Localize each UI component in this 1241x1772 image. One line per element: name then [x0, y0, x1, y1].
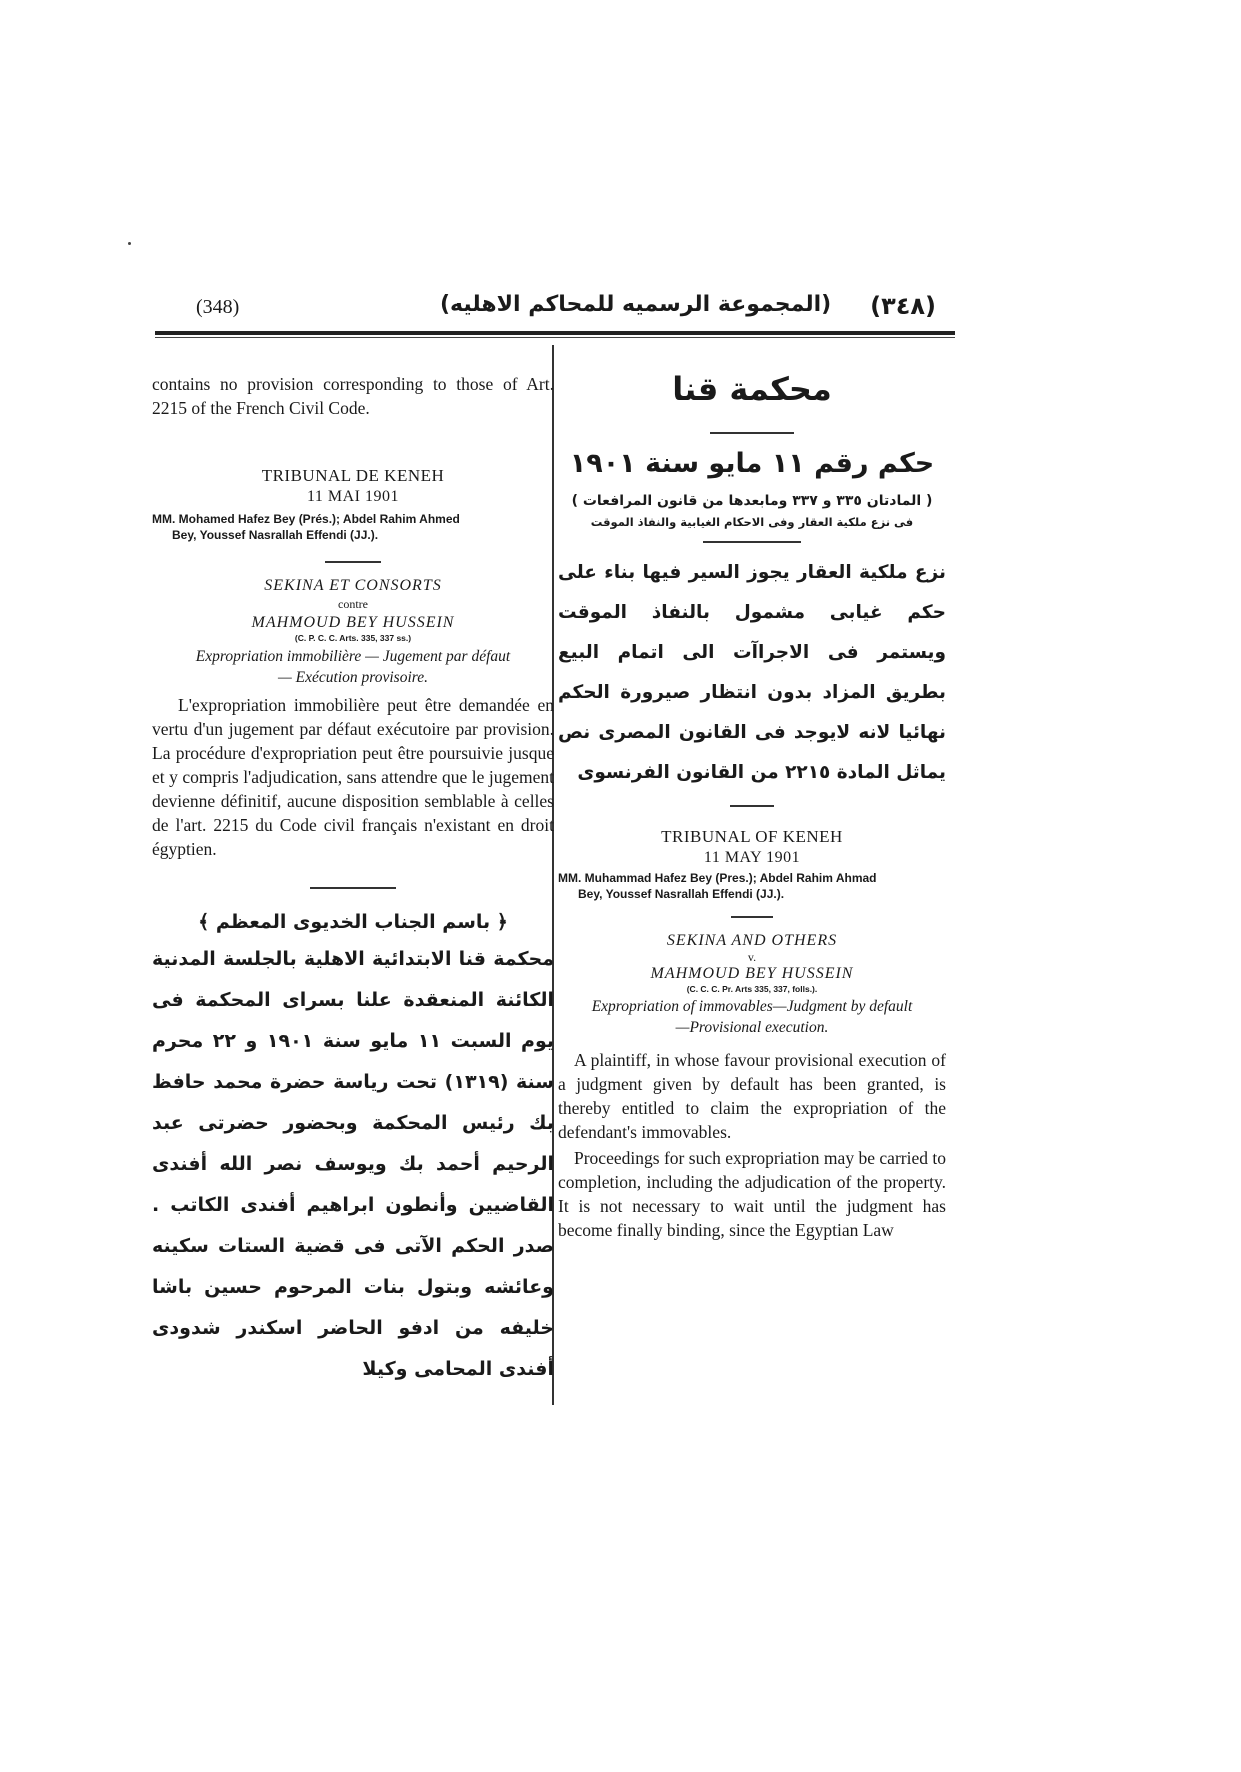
arabic-articles: ( المادتان ٣٣٥ و ٣٣٧ ومابعدها من قانون المرافعات ) [571, 493, 933, 509]
subject-line: — Exécution provisoire. [278, 669, 428, 686]
versus: contre [338, 597, 368, 611]
versus: v. [747, 950, 757, 964]
subject-line: Expropriation immobilière — Jugement par défaut [195, 648, 511, 665]
arabic-topic: فى نزع ملكية العقار وفى الاحكام الغيابية والنفاذ الموقت [590, 515, 914, 529]
summary-paragraph: A plaintiff, in whose favour provisional execution of a judgment given by default has been granted, is thereby entitled to claim the expropriation of the defendant's immovables. [558, 1050, 946, 1142]
plaintiff: SEKINA ET CONSORTS [264, 577, 442, 594]
judges-line: MM. Muhammad Hafez Bey (Pres.); Abdel Rahim Ahmad [558, 871, 877, 885]
header-rule-thin [155, 337, 955, 338]
judgment-date: 11 MAY 1901 [703, 849, 801, 866]
arabic-summary: نزع ملكية العقار يجوز السير فيها بناء على حكم غيابى مشمول بالنفاذ الموقت ويستمر فى الاجراآت الى اتمام البيع بطريق المزاد بدون انتظار صيرورة الحكم نهائيا لانه لايوجد فى القانون المصرى نص يماثل المادة ٢٢١٥ من القانون الفرنسوى [558, 562, 946, 783]
right-column [558, 370, 946, 1242]
continued-text: contains no provision corresponding to those of Art. 2215 of the French Civil Code. [152, 374, 554, 418]
left-column [152, 372, 554, 1390]
plaintiff: SEKINA AND OTHERS [666, 932, 838, 949]
arabic-judgment-number: حكم رقم ١١ مايو سنة ١٩٠١ [569, 448, 935, 479]
summary-paragraph: Proceedings for such expropriation may be carried to completion, including the adjudication of the property. It is not necessary to wait until the judgment has become finally binding, since the Egyptian Law [558, 1148, 946, 1240]
code-reference: (C. P. C. C. Arts. 335, 337 ss.) [294, 633, 412, 643]
page-header [150, 292, 960, 332]
section-divider [730, 805, 774, 807]
arabic-judgment-body: محكمة قنا الابتدائية الاهلية بالجلسة المدنية الكائنة المنعقدة علنا بسراى المحكمة فى يوم السبت ١١ مايو سنة ١٩٠١ و ٢٢ محرم سنة (١٣١٩) تحت رياسة حضرة محمد حافظ بك رئيس المحكمة وبحضور حضرتى عبد الرحيم أحمد بك ويوسف نصر الله أفندى القاضيين وأنطون ابراهيم أفندى الكاتب . صدر الحكم الآتى فى قضية الستات سكينه وعائشه وبتول بنات المرحوم حسين باشا خليفه من ادفو الحاضر اسكندر شدودى أفندى المحامى وكيلا [152, 948, 554, 1380]
judgment-date: 11 MAI 1901 [306, 488, 399, 505]
page-number-latin: (348) [196, 296, 240, 318]
scan-speck [128, 242, 131, 245]
section-divider [710, 432, 794, 434]
defendant: MAHMOUD BEY HUSSEIN [251, 614, 455, 631]
judges-line: Bey, Youssef Nasrallah Effendi (JJ.). [578, 887, 785, 901]
section-divider [325, 561, 381, 563]
subject-line: —Provisional execution. [675, 1019, 829, 1036]
section-divider [703, 541, 801, 543]
defendant: MAHMOUD BEY HUSSEIN [650, 965, 854, 982]
running-title: (المجموعة الرسميه للمحاكم الاهليه) [440, 292, 832, 317]
court-name: TRIBUNAL OF KENEH [661, 827, 843, 846]
judges [152, 511, 554, 543]
judges [558, 870, 946, 902]
arabic-heading: ﴿ باسم الجناب الخديوى المعظم ﴾ [198, 911, 508, 933]
summary: L'expropriation immobilière peut être demandée en vertu d'un jugement par défaut exécutoire par provision. La procédure d'expropriation peut être poursuivie jusque et y compris l'adjudication, sans attendre que le jugement devienne définitif, aucune disposition semblable à celles de l'art. 2215 du Code civil français n'existant en droit égyptien. [152, 695, 554, 859]
arabic-court-name: محكمة قنا [672, 370, 832, 408]
header-rule [155, 331, 955, 335]
judges-line: Bey, Youssef Nasrallah Effendi (JJ.). [172, 528, 379, 542]
subject-line: Expropriation of immovables—Judgment by default [591, 998, 913, 1015]
judges-line: MM. Mohamed Hafez Bey (Prés.); Abdel Rahim Ahmed [152, 512, 460, 526]
court-name: TRIBUNAL DE KENEH [261, 466, 445, 485]
section-divider [310, 887, 396, 889]
code-reference: (C. C. C. Pr. Arts 335, 337, folls.). [686, 984, 818, 994]
section-divider [731, 916, 773, 918]
page-number-arabic: (٣٤٨) [870, 292, 936, 320]
